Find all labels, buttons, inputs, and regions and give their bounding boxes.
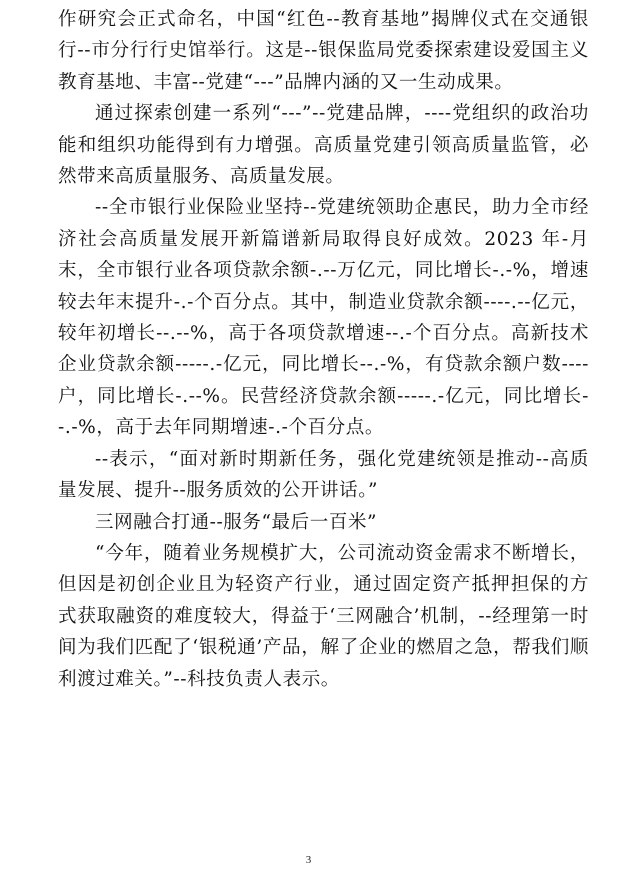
paragraph-6: “今年，随着业务规模扩大，公司流动资金需求不断增长，但因是初创企业且为轻资产行业，通过固定资产抵押担保的方式获取融资的难度较大，得益于‘三网融合’机制，--经理第一时间为我们匹配了‘银税通’产品，解了企业的燃眉之急，帮我们顺利渡过难关。”--科技负责人表示。 — [58, 542, 589, 690]
paragraph-2: 通过探索创建一系列“---”--党建品牌，----党组织的政治功能和组织功能得到有力增强。高质量党建引领高质量监管，必然带来高质量服务、高质量发展。 — [58, 103, 589, 188]
section-subheading: 三网融合打通--服务“最后一百米” — [95, 511, 378, 533]
paragraph-1: 作研究会正式命名，中国“红色--教育基地”揭牌仪式在交通银行--市分行行史馆举行。这是--银保监局党委探索建设爱国主义教育基地、丰富--党建“---”品牌内涵的又一生动成果。 — [58, 9, 589, 93]
page-number: 3 — [305, 854, 312, 866]
paragraph-4: --表示，“面对新时期新任务，强化党建统领是推动--高质量发展、提升--服务质效的公开讲话。” — [58, 448, 589, 502]
paragraph-3: --全市银行业保险业坚持--党建统领助企惠民，助力全市经济社会高质量发展开新篇谱新局取得良好成效。2023 年-月末，全市银行业各项贷款余额-.--万亿元，同比增长-.-%，增速较去年末提升-.-个百分点。其中，制造业贷款余额----.--亿元，较年初增长--.--%，高于各项贷款增速--.-个百分点。高新技术企业贷款余额-----.-亿元，同比增长--.-%，有贷款余额户数----户，同比增长-.--%。民营经济贷款余额-----.-亿元，同比增长--.-%，高于去年同期增速-.-个百分点。 — [58, 197, 589, 439]
document-body — [58, 4, 589, 695]
